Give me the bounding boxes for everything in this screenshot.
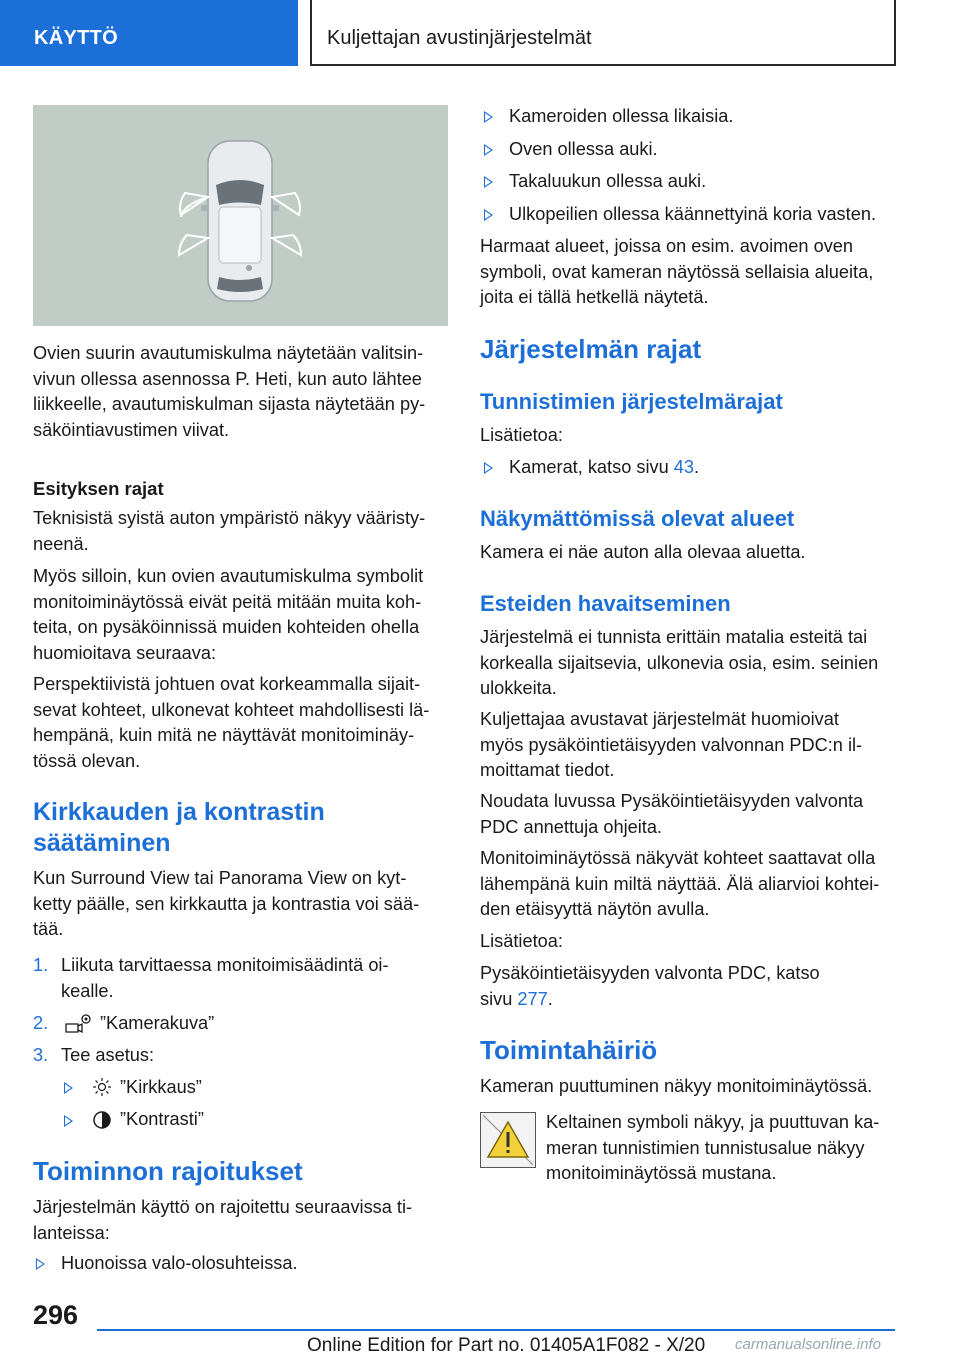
watermark-logo: carmanualsonline.info — [735, 1336, 881, 1353]
text-line: tää. — [33, 919, 64, 939]
camera-settings-icon — [64, 1012, 94, 1039]
step-text: ”Kamerakuva” — [100, 1013, 215, 1033]
caption-line: liikkeelle, avautumiskulman sijasta näytetään py- — [33, 394, 426, 414]
text-line: lähempänä kuin miltä näyttää. Älä aliarvioi kohtei- — [480, 873, 880, 894]
bullet-triangle-icon — [64, 1082, 73, 1094]
chapter-tab — [310, 0, 896, 66]
text-line: Keltainen symboli näkyy, ja puuttuvan ka- — [546, 1112, 880, 1132]
bullet-text: Huonoissa valo-olosuhteissa. — [61, 1253, 298, 1273]
bullet-text: Kameroiden ollessa likaisia. — [509, 106, 734, 126]
obstacle-heading: Esteiden havaitseminen — [480, 591, 731, 616]
text-line: monitoiminäytössä eivät peitä mitään muita koh- — [33, 591, 422, 612]
section-tab — [0, 0, 298, 66]
text-line: neenä. — [33, 533, 89, 554]
step-text: Liikuta tarvittaessa monitoimisäädintä oi- — [61, 955, 389, 975]
text-line: Monitoiminäytössä näkyvät kohteet saattavat olla — [480, 848, 876, 868]
more-info-label: Lisätietoa: — [480, 425, 563, 445]
step-number: 1. — [33, 955, 49, 975]
bullet-triangle-icon — [484, 176, 493, 188]
text-line: Järjestelmän käyttö on rajoitettu seuraavissa ti- — [33, 1197, 413, 1217]
step-number: 2. — [33, 1013, 49, 1033]
step-number: 3. — [33, 1045, 49, 1065]
text-line: PDC annettuja ohjeita. — [480, 816, 662, 837]
page-header — [0, 0, 960, 66]
limits-paragraph-1 — [33, 506, 448, 557]
more-info-label-2: Lisätietoa: — [480, 931, 563, 951]
section-title: KÄYTTÖ — [34, 27, 119, 49]
bullet-text: Kamerat, katso sivu 43. — [509, 457, 700, 477]
text-line: meran tunnistimien tunnistusalue näkyy — [546, 1137, 865, 1158]
bullet-text-prefix: Kamerat, katso sivu — [509, 457, 674, 477]
text-line: korkealla sijaitsevia, ulkonevia osia, esim. seinien — [480, 652, 879, 673]
invisible-areas-text: Kamera ei näe auton alla olevaa aluetta. — [480, 542, 806, 562]
limits-paragraph-3 — [33, 672, 448, 774]
page-link-277[interactable]: 277 — [517, 988, 548, 1009]
obstacle-paragraph-4 — [480, 846, 896, 923]
text-line: Kuljettajaa avustavat järjestelmät huomioivat — [480, 709, 839, 729]
text-line: den etäisyyttä näytön avulla. — [480, 899, 710, 919]
text-line: myös pysäköintietäisyyden valvonnan PDC:n il- — [480, 734, 863, 755]
bullet-triangle-icon — [484, 209, 493, 221]
page-number: 296 — [33, 1300, 79, 1330]
footer-rule — [97, 1329, 895, 1331]
obstacle-paragraph-1 — [480, 625, 896, 702]
figure-caption — [33, 341, 448, 443]
invisible-areas-heading: Näkymättömissä olevat alueet — [480, 506, 795, 531]
text-prefix: sivu — [480, 988, 518, 1009]
text-line: Noudata luvussa Pysäköintietäisyyden valvonta — [480, 791, 864, 811]
function-limits-heading: Toiminnon rajoitukset — [33, 1156, 303, 1186]
fault-text: Kameran puuttuminen näkyy monitoiminäytössä. — [480, 1076, 873, 1096]
text-line: tössä olevan. — [33, 750, 141, 771]
text-line: Harmaat alueet, joissa on esim. avoimen oven — [480, 236, 854, 256]
limits-heading: Esityksen rajat — [33, 478, 164, 499]
system-limits-heading: Järjestelmän rajat — [480, 334, 702, 364]
text-line: moittamat tiedot. — [480, 760, 615, 780]
heading-line: säätäminen — [33, 829, 171, 857]
obstacle-paragraph-2 — [480, 707, 896, 784]
page-link-43[interactable]: 43 — [673, 457, 694, 477]
limits-paragraph-2 — [33, 564, 448, 666]
car-door-angle-figure — [33, 105, 448, 326]
bullet-text: Oven ollessa auki. — [509, 139, 658, 159]
text-line: monitoiminäytössä mustana. — [546, 1163, 777, 1183]
text-line: Teknisistä syistä auton ympäristö näkyy vääristy- — [33, 508, 426, 528]
sensor-limits-heading: Tunnistimien järjestelmärajat — [480, 389, 783, 414]
bullet-triangle-icon — [484, 111, 493, 123]
substep-text: ”Kontrasti” — [120, 1109, 204, 1129]
bullet-triangle-icon — [36, 1258, 45, 1270]
caption-line: Ovien suurin avautumiskulma näytetään valitsin- — [33, 343, 424, 363]
text-line: sevat kohteet, ulkonevat kohteet mahdollisesti lä- — [33, 699, 430, 720]
obstacle-paragraph-3 — [480, 789, 896, 840]
bullet-triangle-icon — [64, 1115, 73, 1127]
text-line: teita, on pysäköinnissä muiden kohteiden ohella — [33, 617, 420, 637]
text-line: Kun Surround View tai Panorama View on kyt- — [33, 868, 407, 888]
bullet-triangle-icon — [484, 144, 493, 156]
brightness-sun-icon — [92, 1077, 112, 1102]
text-line: lanteissa: — [33, 1222, 110, 1243]
step-text: Tee asetus: — [61, 1045, 155, 1065]
text-line: huomioitava seuraava: — [33, 642, 216, 663]
caption-line: säköintiavustimen viivat. — [33, 419, 230, 440]
brightness-intro — [33, 866, 448, 943]
text-line: ulokkeita. — [480, 678, 557, 698]
footer-edition: Online Edition for Part no. 01405A1F082 - X/20 — [307, 1335, 706, 1356]
text-line: ketty päälle, sen kirkkautta ja kontrastia voi sää- — [33, 893, 420, 914]
warning-triangle-icon — [481, 1113, 535, 1167]
step-text: kealle. — [61, 980, 114, 1001]
text-line: Järjestelmä ei tunnista erittäin matalia esteitä tai — [480, 627, 868, 647]
car-top-view-icon — [33, 105, 448, 326]
contrast-icon — [92, 1110, 112, 1135]
grey-areas-paragraph — [480, 234, 896, 311]
substep-text: ”Kirkkaus” — [120, 1077, 202, 1097]
text-line: Perspektiivistä johtuen ovat korkeammalla sijait- — [33, 674, 421, 694]
heading-line: Kirkkauden ja kontrastin — [33, 798, 325, 826]
function-limits-intro — [33, 1195, 448, 1246]
text-line: sivu 277. — [480, 988, 553, 1009]
fault-heading: Toimintahäiriö — [480, 1035, 658, 1065]
bullet-text: Takaluukun ollessa auki. — [509, 171, 707, 191]
text-line: hempänä, kuin mitä ne näyttävät monitoiminäy- — [33, 725, 415, 745]
chapter-title: Kuljettajan avustinjärjestelmät — [327, 27, 592, 49]
caption-line: vivun ollessa asennossa P. Heti, kun auto lähtee — [33, 368, 422, 389]
text-line: symboli, ovat kameran näytössä sellaisia alueita, — [480, 261, 874, 282]
bullet-text: Ulkopeilien ollessa käännettyinä koria vasten. — [509, 204, 876, 224]
bullet-triangle-icon — [484, 462, 493, 474]
text-line: Pysäköintietäisyyden valvonta PDC, katso — [480, 963, 820, 983]
warning-symbol-box — [480, 1112, 536, 1168]
warning-text — [546, 1110, 896, 1187]
pdc-reference — [480, 961, 896, 1012]
text-line: Myös silloin, kun ovien avautumiskulma symbolit — [33, 566, 424, 586]
text-line: joita ei tällä hetkellä näytetä. — [480, 287, 709, 307]
brightness-heading — [33, 797, 448, 859]
